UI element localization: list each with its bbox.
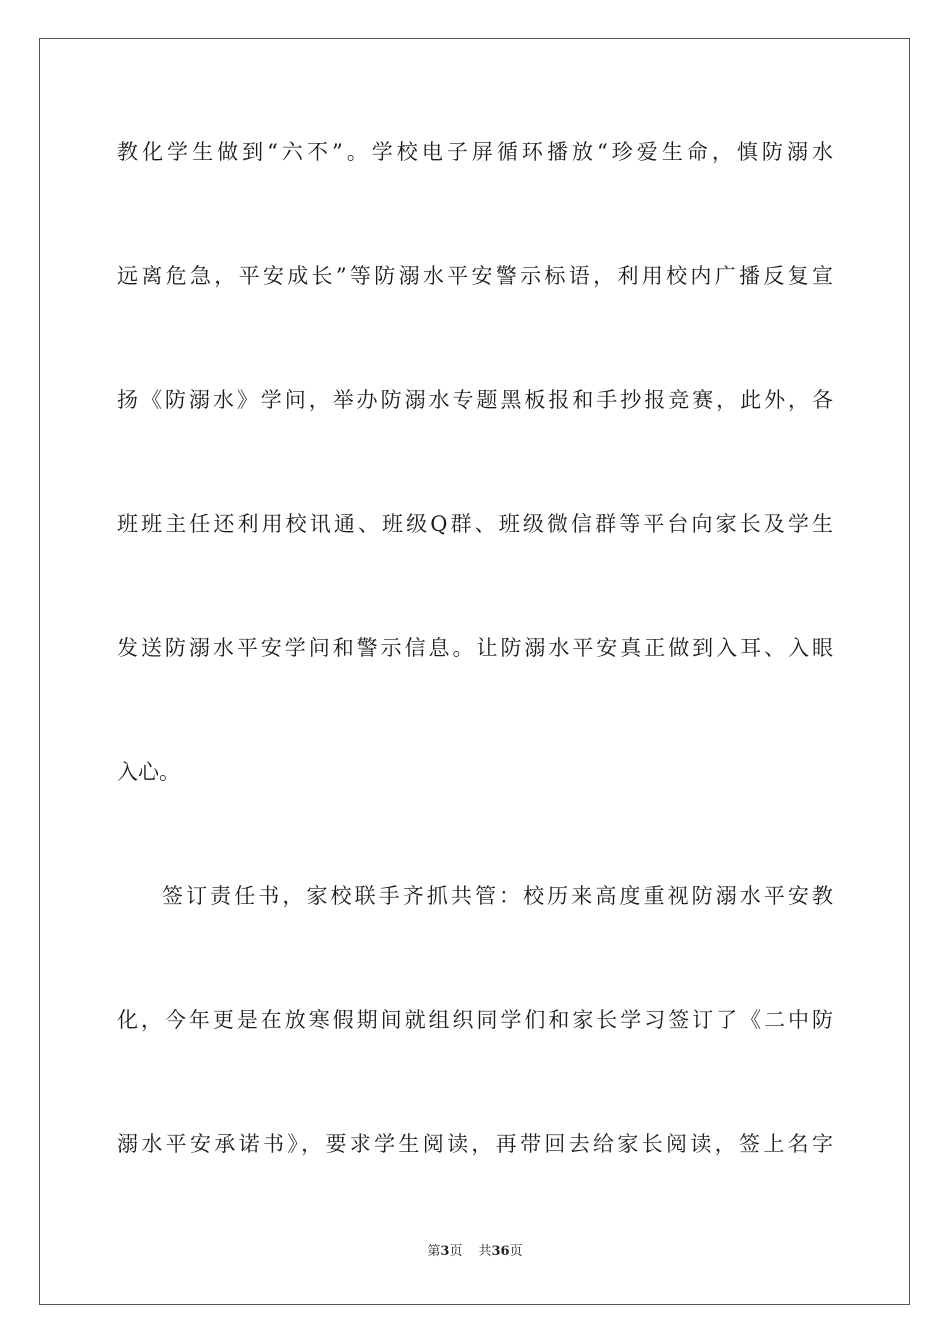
paragraph-line-2: 远离危急，平安成长”等防溺水平安警示标语，利用校内广播反复宣 [117, 264, 833, 288]
paragraph-line-6: 入心。 [117, 760, 180, 784]
paragraph-line-5: 发送防溺水平安学问和警示信息。让防溺水平安真正做到入耳、入眼 [117, 636, 833, 660]
paragraph-line-7: 签订责任书，家校联手齐抓共管：校历来高度重视防溺水平安教 [162, 884, 833, 908]
paragraph-line-9: 溺水平安承诺书》，要求学生阅读，再带回去给家长阅读，签上名字 [117, 1132, 833, 1156]
paragraph-line-3: 扬《防溺水》学问，举办防溺水专题黑板报和手抄报竞赛，此外，各 [117, 388, 833, 412]
page-label: 页 [449, 1244, 463, 1259]
page-border [39, 38, 910, 1305]
total-page-count: 36 [491, 1244, 510, 1259]
total-suffix: 页 [509, 1244, 523, 1259]
total-prefix: 共 [478, 1244, 492, 1259]
page-prefix: 第 [427, 1244, 441, 1259]
paragraph-line-1: 教化学生做到“六不”。学校电子屏循环播放“珍爱生命，慎防溺水 [117, 140, 833, 164]
current-page-number: 3 [440, 1244, 450, 1259]
page-footer [0, 1240, 950, 1259]
paragraph-line-4: 班班主任还利用校讯通、班级Q群、班级微信群等平台向家长及学生 [117, 512, 833, 536]
paragraph-line-8: 化，今年更是在放寒假期间就组织同学们和家长学习签订了《二中防 [117, 1008, 833, 1032]
